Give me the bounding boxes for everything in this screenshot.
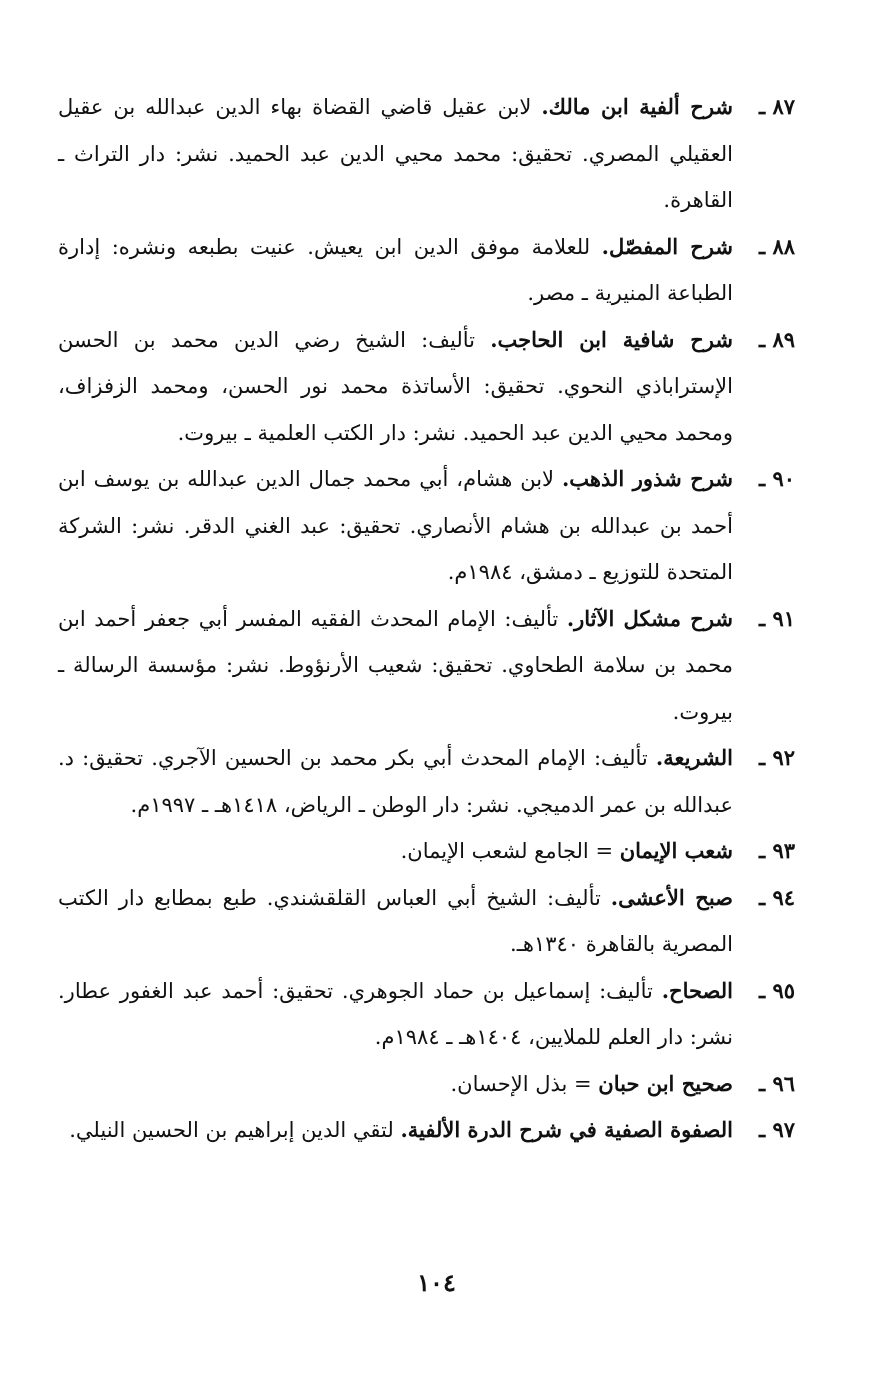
bibliography-entry xyxy=(58,1061,795,1108)
entry-text: = الجامع لشعب الإيمان. xyxy=(400,839,620,863)
bibliography-entry xyxy=(58,735,795,828)
entry-number: ٩٣ ـ xyxy=(758,838,795,863)
entry-text: لابن هشام، أبي محمد جمال الدين عبدالله بن يوسف ابن أحمد بن عبدالله بن هشام الأنصاري. تحقيق: عبد الغني الدقر. نشر: الشركة المتحدة للتوزيع ـ دمشق، ١٩٨٤م. xyxy=(58,467,733,584)
entry-number: ٩٧ ـ xyxy=(758,1117,795,1142)
entry-number: ٨٨ ـ xyxy=(758,233,795,259)
bibliography-list xyxy=(58,84,795,1154)
entry-text: للعلامة موفق الدين ابن يعيش. عنيت بطبعه ونشره: إدارة الطباعة المنيرية ـ مصر. xyxy=(58,234,733,305)
entry-title: شرح شذور الذهب. xyxy=(561,466,733,491)
bibliography-entry xyxy=(58,224,795,317)
entry-number: ٨٩ ـ xyxy=(758,326,795,352)
entry-title: صحيح ابن حبان xyxy=(598,1070,733,1096)
entry-text: تأليف: الشيخ رضي الدين محمد بن الحسن الإستراباذي النحوي. تحقيق: الأساتذة محمد نور الحسن، ومحمد الزفزاف، ومحمد محيي الدين عبد الحميد. نشر: دار الكتب العلمية ـ بيروت. xyxy=(58,327,733,445)
bibliography-entry xyxy=(58,596,795,736)
entry-title: شرح مشكل الآثار. xyxy=(566,605,734,631)
entry-number: ٩٢ ـ xyxy=(758,745,795,770)
entry-number: ٩٥ ـ xyxy=(758,977,795,1003)
entry-number: ٩١ ـ xyxy=(758,605,795,631)
entry-title: شرح المفصّل. xyxy=(601,233,733,259)
entry-text: تأليف: إسماعيل بن حماد الجوهري. تحقيق: أحمد عبد الغفور عطار. نشر: دار العلم للملايين، ١٤٠٤هـ ـ ١٩٨٤م. xyxy=(58,978,733,1049)
entry-title: شعب الإيمان xyxy=(619,838,733,863)
entry-text: = بذل الإحسان. xyxy=(450,1071,599,1096)
entry-text: تأليف: الإمام المحدث أبي بكر محمد بن الحسين الآجري. تحقيق: د. عبدالله بن عمر الدميجي. نشر: دار الوطن ـ الرياض، ١٤١٨هـ ـ ١٩٩٧م. xyxy=(58,746,733,817)
entry-title: شرح ألفية ابن مالك. xyxy=(541,94,733,119)
bibliography-entry xyxy=(58,317,795,457)
entry-title: الصفوة الصفية في شرح الدرة الألفية. xyxy=(400,1117,733,1142)
bibliography-entry xyxy=(58,1107,795,1154)
entry-number: ٩٠ ـ xyxy=(758,466,795,491)
entry-text: لتقي الدين إبراهيم بن الحسين النيلي. xyxy=(69,1118,401,1142)
entry-number: ٩٦ ـ xyxy=(758,1070,795,1096)
bibliography-entry xyxy=(58,875,795,968)
entry-title: صبح الأعشى. xyxy=(610,884,733,910)
bibliography-entry xyxy=(58,828,795,875)
entry-text: تأليف: الإمام المحدث الفقيه المفسر أبي جعفر أحمد ابن محمد بن سلامة الطحاوي. تحقيق: شعيب الأرنؤوط. نشر: مؤسسة الرسالة ـ بيروت. xyxy=(58,606,733,724)
bibliography-entry xyxy=(58,84,795,224)
entry-text: تأليف: الشيخ أبي العباس القلقشندي. طبع بمطابع دار الكتب المصرية بالقاهرة ١٣٤٠هـ. xyxy=(58,885,733,956)
entry-title: الصحاح. xyxy=(661,977,733,1003)
entry-number: ٨٧ ـ xyxy=(758,94,795,119)
entry-title: الشريعة. xyxy=(655,745,733,770)
entry-title: شرح شافية ابن الحاجب. xyxy=(490,326,733,352)
bibliography-entry xyxy=(58,456,795,596)
entry-number: ٩٤ ـ xyxy=(758,884,795,910)
page-number: ١٠٤ xyxy=(417,1268,456,1297)
entry-text: لابن عقيل قاضي القضاة بهاء الدين عبدالله بن عقيل العقيلي المصري. تحقيق: محمد محيي الدين عبد الحميد. نشر: دار التراث ـ القاهرة. xyxy=(58,95,733,212)
bibliography-entry xyxy=(58,968,795,1061)
